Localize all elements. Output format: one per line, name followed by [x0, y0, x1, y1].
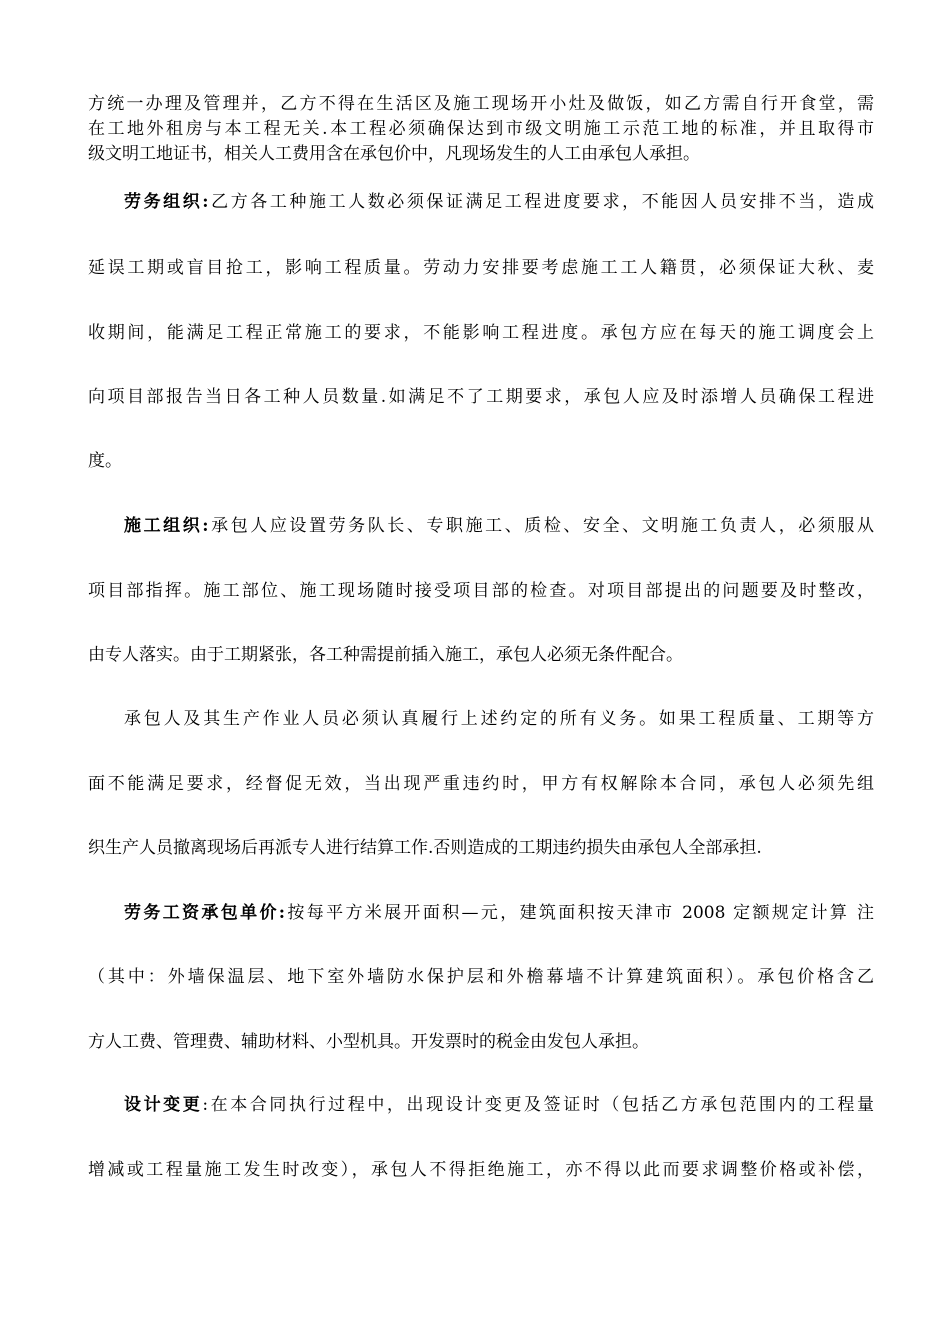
obligations-line-2: 面不能满足要求，经督促无效，当出现严重违约时，甲方有权解除本合同，承包人必须先组: [88, 774, 874, 794]
labor-heading: 劳务组织:: [124, 192, 209, 212]
construction-line-3: 由专人落实。由于工期紧张，各工种需提前插入施工，承包人必须无条件配合。: [88, 645, 683, 665]
construction-heading: 施工组织:: [124, 516, 209, 536]
price-heading: 劳务工资承包单价:: [124, 903, 286, 923]
labor-line-5: 度。: [88, 451, 122, 471]
construction-line-2: 项目部指挥。施工部位、施工现场随时接受项目部的检查。对项目部提出的问题要及时整改，: [88, 581, 874, 601]
design-line-2: 增减或工程量施工发生时改变），承包人不得拒绝施工，亦不得以此而要求调整价格或补偿，: [88, 1160, 874, 1180]
labor-line-3: 收期间，能满足工程正常施工的要求，不能影响工程进度。承包方应在每天的施工调度会上: [88, 323, 874, 343]
price-line-3: 方人工费、管理费、辅助材料、小型机具。开发票时的税金由发包人承担。: [88, 1032, 649, 1052]
obligations-line-3: 织生产人员撤离现场后再派专人进行结算工作.否则造成的工期违约损失由承包人全部承担.: [88, 838, 762, 858]
obligations-line-1: 承包人及其生产作业人员必须认真履行上述约定的所有义务。如果工程质量、工期等方: [124, 709, 874, 729]
construction-line-1: 施工组织:承包人应设置劳务队长、专职施工、质检、安全、文明施工负责人，必须服从: [124, 516, 874, 536]
intro-line-2: 在工地外租房与本工程无关.本工程必须确保达到市级文明施工示范工地的标准，并且取得市: [88, 119, 874, 139]
price-line-1: 劳务工资承包单价:按每平方米展开面积—元，建筑面积按天津市 2008 定额规定计算 注: [124, 903, 874, 923]
labor-line-2: 延误工期或盲目抢工，影响工程质量。劳动力安排要考虑施工工人籍贯，必须保证大秋、麦: [88, 258, 874, 278]
design-heading: 设计变更: [124, 1095, 203, 1115]
design-line-1: 设计变更:在本合同执行过程中，出现设计变更及签证时（包括乙方承包范围内的工程量: [124, 1095, 874, 1115]
intro-line-1: 方统一办理及管理并，乙方不得在生活区及施工现场开小灶及做饭，如乙方需自行开食堂，需: [88, 94, 874, 114]
labor-line-4: 向项目部报告当日各工种人员数量.如满足不了工期要求，承包人应及时添增人员确保工程进: [88, 387, 874, 407]
labor-line-1: 劳务组织:乙方各工种施工人数必须保证满足工程进度要求，不能因人员安排不当，造成: [124, 192, 874, 212]
intro-line-3: 级文明工地证书，相关人工费用含在承包价中，凡现场发生的人工由承包人承担。: [88, 144, 700, 164]
price-line-2: （其中：外墙保温层、地下室外墙防水保护层和外檐幕墙不计算建筑面积）。承包价格含乙: [88, 967, 874, 987]
